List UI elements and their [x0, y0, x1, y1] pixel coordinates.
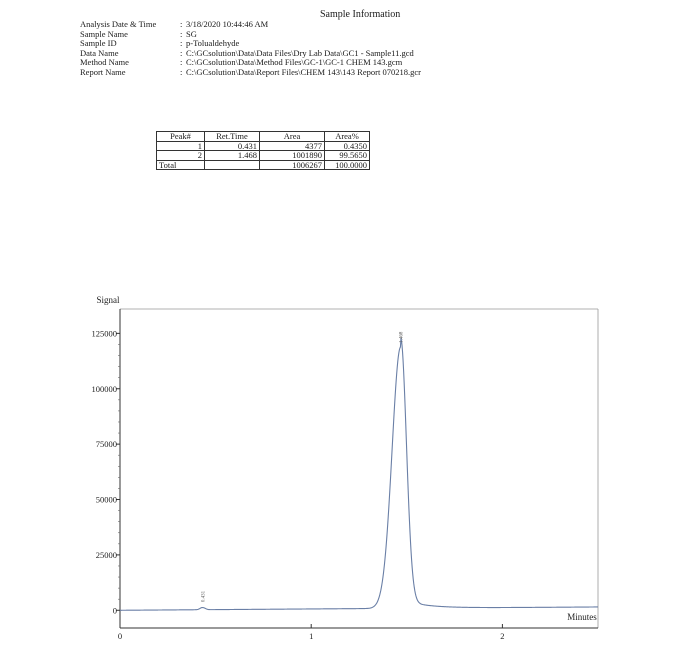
y-tick-label: 0 — [112, 605, 117, 616]
cell-total-area: 1006267 — [260, 160, 325, 170]
cell-area-pct: 0.4350 — [325, 141, 370, 151]
cell-peak: 1 — [157, 141, 205, 151]
info-separator: : — [180, 28, 183, 39]
cell-ret-time: 0.431 — [205, 141, 260, 151]
info-label: Sample Name — [80, 28, 128, 39]
column-header-area-pct: Area% — [325, 132, 370, 142]
column-header-peak: Peak# — [157, 132, 205, 142]
x-tick-label: 0 — [117, 631, 123, 641]
info-label: Report Name — [80, 66, 126, 77]
info-label: Method Name — [80, 57, 129, 68]
column-header-ret-time: Ret.Time — [205, 132, 260, 142]
peak-label: 1.468 — [399, 331, 405, 343]
cell-area: 4377 — [260, 141, 325, 151]
info-label: Sample ID — [80, 38, 117, 49]
info-separator: : — [180, 19, 183, 29]
x-tick-label: 2 — [500, 631, 505, 641]
cell-ret-time: 1.468 — [205, 151, 260, 161]
cell-peak: 2 — [157, 151, 205, 161]
y-axis-label: Signal — [96, 295, 120, 305]
info-separator: : — [180, 66, 183, 77]
column-header-area: Area — [260, 132, 325, 142]
info-label: Analysis Date & Time — [80, 19, 157, 29]
peak-label: 0.431 — [201, 590, 207, 603]
x-axis-label: Minutes — [567, 612, 597, 622]
info-separator: : — [180, 47, 183, 58]
info-separator: : — [180, 38, 183, 49]
cell-area: 1001890 — [260, 151, 325, 161]
cell-area-pct: 99.5650 — [325, 151, 370, 161]
x-tick-label: 1 — [309, 631, 314, 641]
info-value: C:\GCsolution\Data\Method Files\GC-1\GC-1 CHEM 143.gcm — [186, 57, 403, 68]
cell-total-pct: 100.0000 — [325, 160, 370, 170]
y-tick-label: 100000 — [91, 383, 117, 394]
info-separator: : — [180, 57, 183, 68]
page-title: Sample Information — [320, 9, 401, 20]
y-tick-label: 75000 — [95, 439, 117, 450]
info-value: C:\GCsolution\Data\Report Files\CHEM 143\143 Report 070218.gcr — [186, 66, 421, 77]
y-tick-label: 25000 — [95, 549, 117, 560]
info-value: SG — [186, 28, 197, 39]
signal-trace — [120, 338, 598, 610]
y-tick-label: 125000 — [91, 328, 117, 339]
cell-total-label: Total — [157, 160, 205, 170]
info-value: C:\GCsolution\Data\Data Files\Dry Lab Data\GC1 - Sample11.gcd — [186, 47, 414, 58]
info-value: p-Tolualdehyde — [186, 38, 240, 49]
info-label: Data Name — [80, 47, 119, 58]
info-value: 3/18/2020 10:44:46 AM — [186, 19, 269, 29]
y-tick-label: 50000 — [95, 494, 117, 505]
